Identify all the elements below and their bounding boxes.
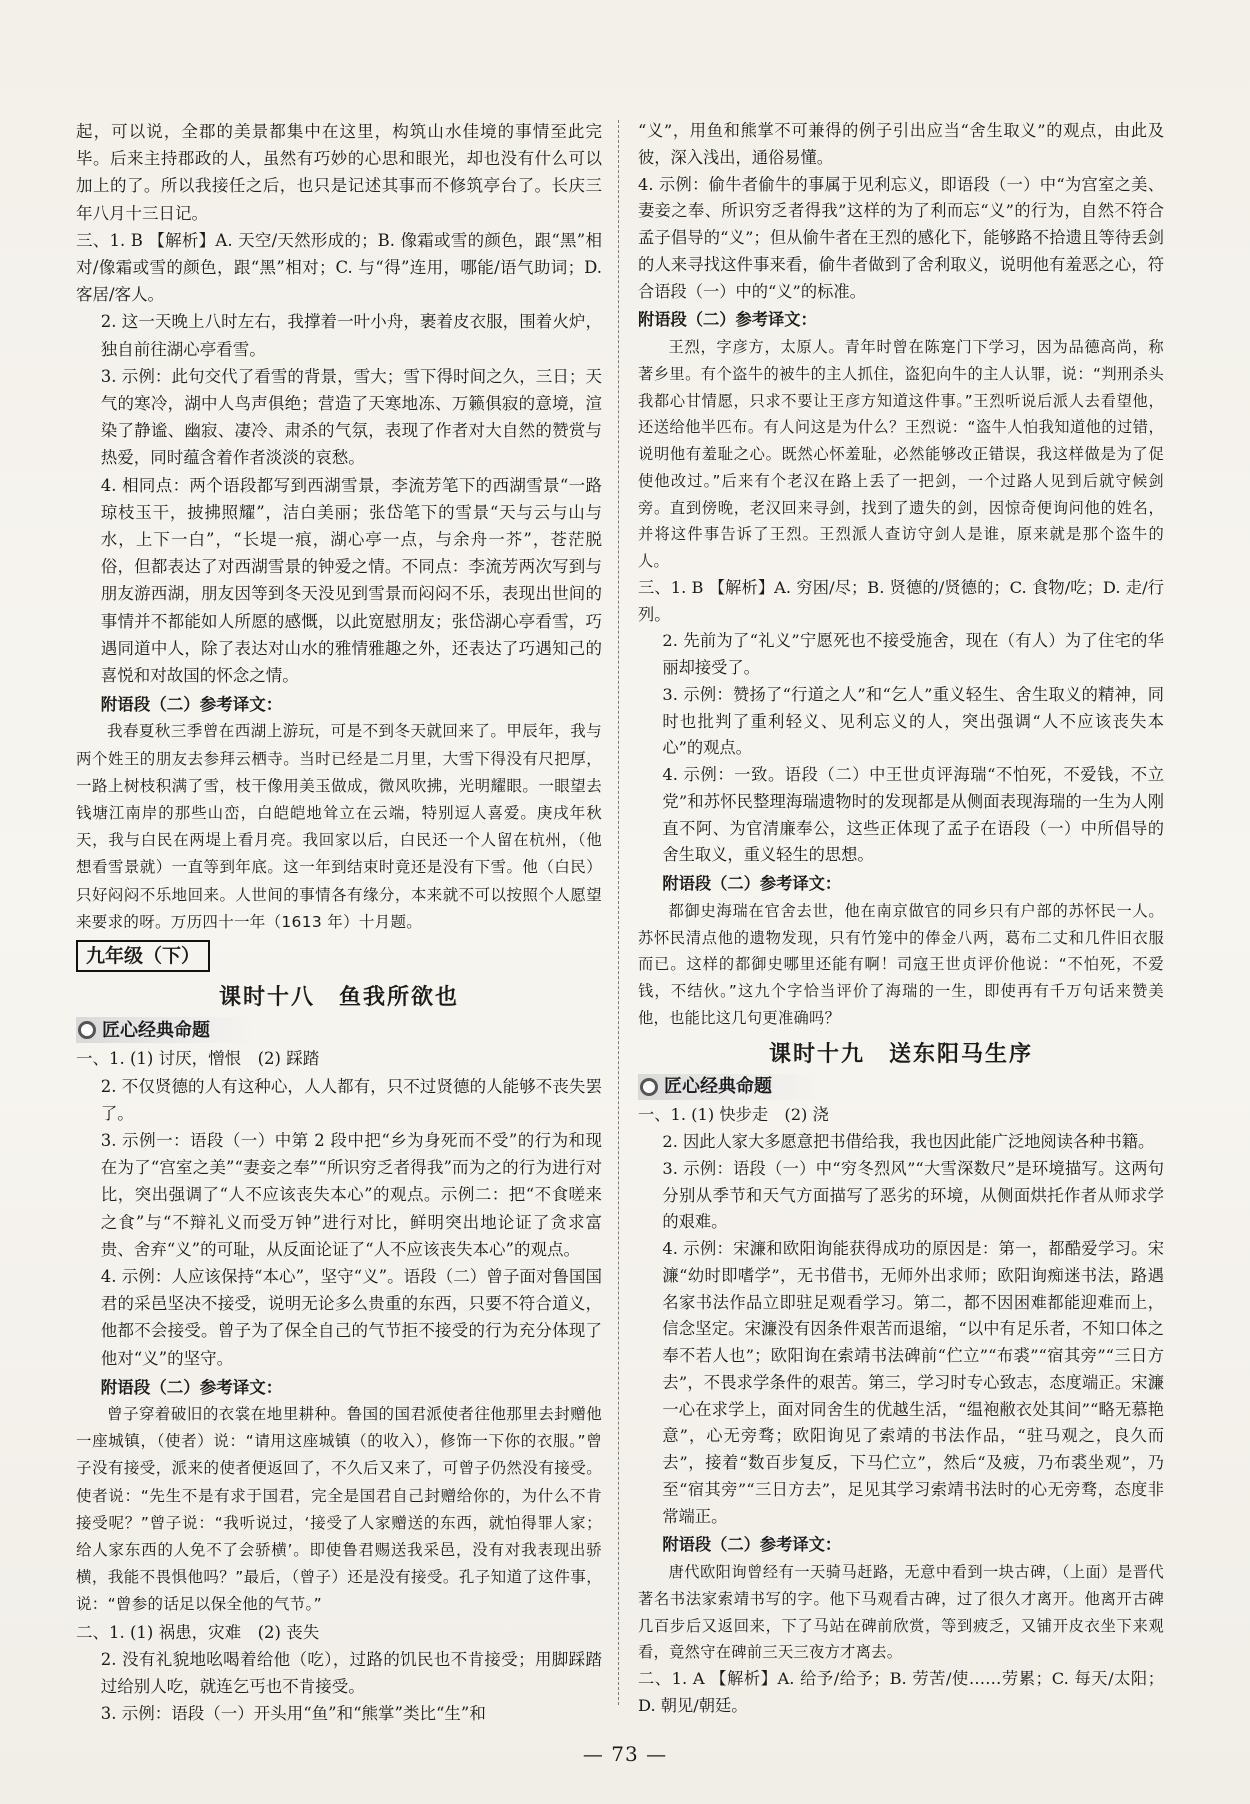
banner-label: 匠心经典命题 <box>102 1019 210 1041</box>
translation-text: 我春夏秋三季曾在西湖上游玩，可是不到冬天就回来了。甲辰年，我与两个姓王的朋友去参拜云栖寺。当时已经是二月里，大雪下得没有尺把厚，一路上树枝积满了雪，枝干像用美玉做成，微风吹拂，光明耀眼。一眼望去钱塘江南岸的那些山峦，白皑皑地耸立在云端，特别逗人喜爱。庚戌年秋天，我与白民在两堤上看月亮。我回家以后，白民还一个人留在杭州，（他想看雪景就）一直等到年底。这一年到结束时竟还是没有下雪。他（白民）只好闷闷不乐地回来。人世间的事情各有缘分，本来就不可以按照个人愿望来要求的呀。万历四十一年（1613 年）十月题。 <box>76 722 602 931</box>
target-icon <box>78 1021 96 1039</box>
answer-3-4: 4. 相同点：两个语段都写到西湖雪景，李流芳笔下的西湖雪景“一路琼枝玉干，披拂照耀”，洁白美丽；张岱笔下的雪景“天与云与山与水，上下一白”，“长堤一痕，湖心亭一点，与余舟一芥”，苍茫脱俗，但都表达了对西湖雪景的钟爱之情。不同点：李流芳两次写到与朋友游西湖，朋友因等到冬天没见到雪景而闷闷不乐，表现出世间的事情并不都能如人所愿的感慨，以此宽慰朋友；张岱湖心亭看雪，巧遇同道中人，除了表达对山水的雅情雅趣之外，还表达了巧遇知己的喜悦和对故国的怀念之情。 <box>100 475 602 686</box>
translation-text: 都御史海瑞在官舍去世，他在南京做官的同乡只有户部的苏怀民一人。苏怀民清点他的遗物发现，只有竹笼中的俸金八两，葛布二丈和几件旧衣服而已。这样的都御史哪里还能有啊！司寇王世贞评价他说：“不怕死，不爱钱，不结伙。”这九个字恰当评价了海瑞的一生，即使再有千万句话来赞美他，也能比这几句更准确吗？ <box>638 901 1164 1027</box>
left-column <box>76 118 602 1727</box>
answer-3-4: 4. 示例：一致。语段（二）中王世贞评海瑞“不怕死，不爱钱，不立党”和苏怀民整理海瑞遗物时的发现都是从侧面表现海瑞的一生为人刚直不阿、为官清廉奉公，这些正体现了孟子在语段（一）中所倡导的舍生取义，重义轻生的思想。 <box>662 765 1164 865</box>
answer-1-2: 2. 因此人家大多愿意把书借给我，我也因此能广泛地阅读各种书籍。 <box>662 1132 1155 1151</box>
answer-1-4: 4. 示例：人应该保持“本心”，坚守“义”。语段（二）曾子面对鲁国国君的采邑坚决不接受，说明无论多么贵重的东西，只要不符合道义，他都不会接受。曾子为了保全自己的气节拒不接受的行为充分体现了他对“义”的坚守。 <box>100 1266 602 1368</box>
translation-text: 曾子穿着破旧的衣裳在地里耕种。鲁国的国君派使者往他那里去封赠他一座城镇，（使者）说：“请用这座城镇（的收入），修饰一下你的衣服。”曾子没有接受，派来的使者便返回了，不久后又来了，可曾子仍然没有接受。使者说：“先生不是有求于国君，完全是国君自己封赠给你的，为什么不肯接受呢？”曾子说：“我听说过，‘接受了人家赠送的东西，就怕得罪人家；给人家东西的人免不了会骄横’。即使鲁君赐送我采邑，没有对我表现出骄横，我能不畏惧他吗？”最后，（曾子）还是没有接受。孔子知道了这件事，说：“曾参的话足以保全他的气节。” <box>76 1404 602 1614</box>
page-number-text: — 73 — <box>582 1742 668 1766</box>
answer-2-3: 3. 示例：语段（一）开头用“鱼”和“熊掌”类比“生”和 <box>100 1704 486 1724</box>
section-banner <box>638 1074 818 1100</box>
answer-1-4: 4. 示例：宋濂和欧阳询能获得成功的原因是：第一，都酷爱学习。宋濂“幼时即嗜学”，无书借书，无师外出求师；欧阳询痴迷书法，路遇名家书法作品立即驻足观看学习。第二，都不因困难都能迎难而上，信念坚定。宋濂没有因条件艰苦而退缩，“以中有足乐者，不知口体之奉不若人也”；欧阳询在索靖书法碑前“伫立”“布裘”“宿其旁”“三日方去”，不畏求学条件的艰苦。第三，学习时专心致志，态度端正。宋濂一心在求学上，面对同舍生的优越生活，“缊袍敝衣处其间”“略无慕艳意”，心无旁骛；欧阳询见了索靖的书法作品，“驻马观之，良久而去”，接着“数百步复反，下马伫立”，然后“及疲，乃布裘坐观”，乃至“宿其旁”“三日方去”，足见其学习索靖书法时的心无旁骛，态度非常端正。 <box>662 1239 1164 1526</box>
answer-3-2: 2. 先前为了“礼义”宁愿死也不接受施舍，现在（有人）为了住宅的华丽却接受了。 <box>662 631 1164 677</box>
answer-continued: “义”，用鱼和熊掌不可兼得的例子引出应当“舍生取义”的观点，由此及彼，深入浅出，通俗易懂。 <box>638 121 1164 167</box>
answer-1-1: 一、1. (1) 快步走 (2) 浇 <box>638 1105 829 1125</box>
answer-3-3: 3. 示例：此句交代了看雪的背景，雪大；雪下得时间之久，三日；天气的寒冷，湖中人鸟声俱绝；营造了天寒地冻、万籁俱寂的意境，渲染了静谧、幽寂、凄冷、肃杀的气氛，表现了作者对大自然的赞赏与热爱，同时蕴含着作者淡淡的哀愁。 <box>100 366 602 468</box>
banner-label: 匠心经典命题 <box>664 1075 772 1097</box>
lesson-title: 课时十八 鱼我所欲也 <box>218 985 459 1011</box>
answer-1-2: 2. 不仅贤德的人有这种心，人人都有，只不过贤德的人能够不丧失罢了。 <box>100 1076 602 1123</box>
translation-heading: 附语段（二）参考译文： <box>662 874 842 893</box>
answer-3-2: 2. 这一天晚上八时左右，我撑着一叶小舟，裹着皮衣服，围着火炉，独自前往湖心亭看雪。 <box>100 312 602 359</box>
answer-1-3: 3. 示例：语段（一）中“穷冬烈风”“大雪深数尺”是环境描写。这两句分别从季节和天气方面描写了恶劣的环境，从侧面烘托作者从师求学的艰难。 <box>662 1158 1164 1232</box>
page-number <box>0 1742 1250 1766</box>
answer-1-1: 一、1. (1) 讨厌，憎恨 (2) 踩踏 <box>76 1049 320 1069</box>
target-icon <box>640 1078 658 1096</box>
translation-heading: 附语段（二）参考译文： <box>100 695 283 715</box>
translation-text: 唐代欧阳询曾经有一天骑马赶路，无意中看到一块古碑，（上面）是晋代著名书法家索靖书写的字。他下马观看古碑，过了很久才离开。他离开古碑几百步后又返回来，下了马站在碑前欣赏，等到疲乏，又铺开皮衣坐下来观看，竟然守在碑前三天三夜方才离去。 <box>638 1563 1164 1662</box>
translation-heading: 附语段（二）参考译文： <box>100 1377 283 1397</box>
answer-4: 4. 示例：偷牛者偷牛的事属于见利忘义，即语段（一）中“为宫室之美、妻妾之奉、所识穷乏者得我”这样的为了利而忘“义”的行为，自然不符合孟子倡导的“义”；但从偷牛者在王烈的感化下，能够路不拾遗且等待丢剑的人来寻找这件事来看，偷牛者做到了舍利取义，说明他有羞恶之心，符合语段（一）中的“义”的标准。 <box>638 174 1164 301</box>
answer-2-1: 二、1. A 【解析】A. 给予/给予；B. 劳苦/使……劳累；C. 每天/太阳；D. 朝见/朝廷。 <box>638 1669 1164 1715</box>
translation-text: 王烈，字彦方，太原人。青年时曾在陈寔门下学习，因为品德高尚，称著乡里。有个盗牛的被牛的主人抓住，盗犯向牛的主人认罪，说：“判刑杀头我都心甘情愿，只求不要让王彦方知道这件事。”王烈听说后派人去看望他，还送给他半匹布。有人问这是为什么？王烈说：“盗牛人怕我知道他的过错，说明他有羞耻之心。既然心怀羞耻，必然能够改正错误，我这样做是为了促使他改过。”后来有个老汉在路上丢了一把剑，一个过路人见到后就守候剑旁。直到傍晚，老汉回来寻剑，找到了遗失的剑，因惊奇便询问他的姓名，并将这件事告诉了王烈。王烈派人查访守剑人是谁，原来就是那个盗牛的人。 <box>638 338 1164 570</box>
answer-3-3: 3. 示例：赞扬了“行道之人”和“乞人”重义轻生、舍生取义的精神，同时也批判了重利轻义、见利忘义的人，突出强调“人不应该丧失本心”的观点。 <box>662 684 1164 758</box>
translation-heading: 附语段（二）参考译文： <box>638 310 817 330</box>
lesson-title: 课时十九 送东阳马生序 <box>768 1041 1033 1067</box>
grade-label: 九年级（下） <box>76 940 210 972</box>
answer-1-3: 3. 示例一：语段（一）中第 2 段中把“乡为身死而不受”的行为和现在为了“宫室之美”“妻妾之奉”“所识穷乏者得我”而为之的行为进行对比，突出强调了“人不应该丧失本心”的观点。示例二：把“不食嗟来之食”与“不辩礼义而受万钟”进行对比，鲜明突出地论证了贪求富贵、舍弃“义”的可耻，从反面论证了“人不应该丧失本心”的观点。 <box>100 1130 602 1259</box>
answer-2-2: 2. 没有礼貌地吆喝着给他（吃），过路的饥民也不肯接受；用脚踩踏过给别人吃，就连乞丐也不肯接受。 <box>100 1649 602 1696</box>
right-column <box>638 118 1164 1720</box>
translation-heading: 附语段（二）参考译文： <box>662 1535 842 1555</box>
column-divider <box>618 120 619 1705</box>
answer-2-1: 二、1. (1) 祸患，灾难 (2) 丧失 <box>76 1622 320 1642</box>
translation-continued: 起，可以说，全郡的美景都集中在这里，构筑山水佳境的事情至此完毕。后来主持郡政的人，虽然有巧妙的心思和眼光，却也没有什么可以加上的了。所以我接任之后，也只是记述其事而不修筑亭台了。长庆三年八月十三日记。 <box>76 122 602 223</box>
answer-3-1: 三、1. B 【解析】A. 天空/天然形成的；B. 像霜或雪的颜色，跟“黑”相对/像霜或雪的颜色，跟“黑”相对；C. 与“得”连用，哪能/语气助词；D. 客居/客人。 <box>76 230 602 305</box>
section-banner <box>76 1017 256 1043</box>
answer-3-1: 三、1. B 【解析】A. 穷困/尽；B. 贤德的/贤德的；C. 食物/吃；D. 走/行列。 <box>638 577 1164 624</box>
